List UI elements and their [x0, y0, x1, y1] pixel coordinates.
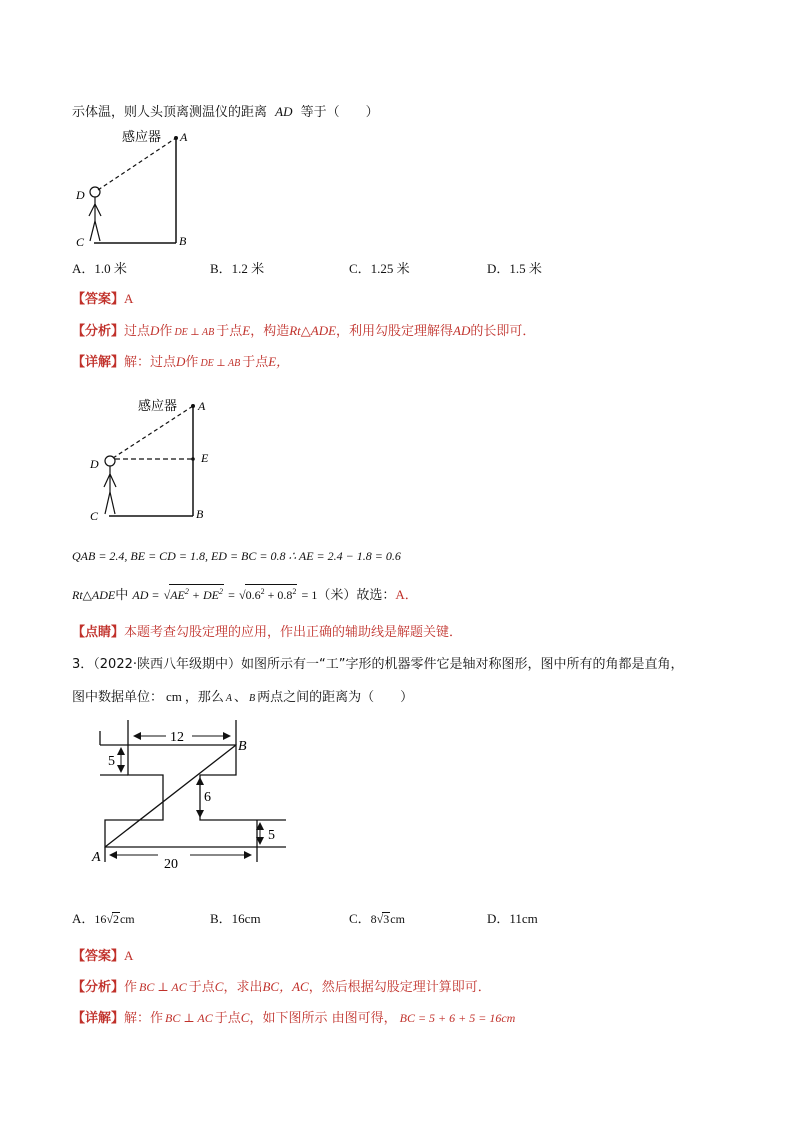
point-A-label: A — [180, 130, 188, 144]
dim-right-label: 5 — [268, 828, 275, 843]
point-B-label: B — [179, 234, 187, 248]
dim-top-label: 12 — [170, 730, 184, 745]
point-A-label: A — [198, 399, 206, 413]
point-C-label: C — [76, 235, 85, 249]
point-B-label: B — [238, 739, 247, 754]
figure-i-beam — [88, 718, 293, 873]
sensor-label: 感应器 — [138, 399, 178, 414]
q2-option-c[interactable]: C．1.25 米 — [349, 261, 410, 276]
q2-answer: 【答案】A — [72, 291, 134, 307]
q3-option-a[interactable]: A．16√2cm — [72, 911, 135, 926]
dim-bottom-label: 20 — [164, 857, 178, 872]
point-E-label: E — [201, 451, 209, 465]
point-B-label: B — [196, 507, 204, 521]
q2-analysis: 【分析】过点D作 DE ⊥ AB 于点E，构造Rt△ADE，利用勾股定理解得AD的长即可． — [72, 323, 536, 339]
q2-equation-2: Rt△ADE中 AD = $√AE^2 + DE^2 = √0.6^2 + 0.8^2 = 1$（米）故选：A． — [72, 584, 418, 603]
q2-option-d[interactable]: D．1.5 米 — [487, 261, 542, 276]
point-A-label: A — [92, 850, 101, 865]
point-D-label: D — [76, 188, 85, 202]
q3-option-b[interactable]: B．16cm — [210, 911, 261, 926]
q3-stem-line1: 3．（2022·陕西八年级期中）如图所示有一“工”字形的机器零件它是轴对称图形，图中所有的角都是直角， — [72, 657, 684, 672]
figure-sensor-1 — [68, 124, 208, 249]
dim-left-label: 5 — [108, 754, 115, 769]
dim-mid-label: 6 — [204, 790, 211, 805]
point-C-label: C — [90, 509, 99, 523]
q3-option-c[interactable]: C．8√3cm — [349, 911, 405, 926]
q2-detail: 【详解】解：过点D作 DE ⊥ AB 于点E， — [72, 354, 290, 370]
q3-analysis: 【分析】作 BC ⊥ AC 于点C，求出BC，AC，然后根据勾股定理计算即可． — [72, 979, 491, 995]
sensor-label: 感应器 — [122, 130, 162, 145]
point-D-label: D — [90, 457, 99, 471]
q2-equation-1: QAB = 2.4, BE = CD = 1.8, ED = BC = 0.8 ∴ AE = 2.4 − 1.8 = 0.6 — [72, 549, 401, 563]
q3-stem-line2: 图中数据单位： cm ，那么 A 、 B 两点之间的距离为（ ） — [72, 689, 414, 705]
q3-detail: 【详解】解：作 BC ⊥ AC 于点C，如下图所示 由图可得， BC = 5 + 6 + 5 = 16cm — [72, 1010, 516, 1026]
figure-sensor-2 — [85, 394, 225, 526]
q2-comment: 【点睛】本题考查勾股定理的应用，作出正确的辅助线是解题关键． — [72, 625, 463, 640]
q2-stem: 示体温，则人头顶离测温仪的距离 AD 等于（ ） — [72, 104, 379, 120]
q2-option-b[interactable]: B．1.2 米 — [210, 261, 265, 276]
q3-answer: 【答案】A — [72, 948, 134, 964]
q3-option-d[interactable]: D．11cm — [487, 911, 538, 926]
q2-option-a[interactable]: A．1.0 米 — [72, 261, 127, 276]
